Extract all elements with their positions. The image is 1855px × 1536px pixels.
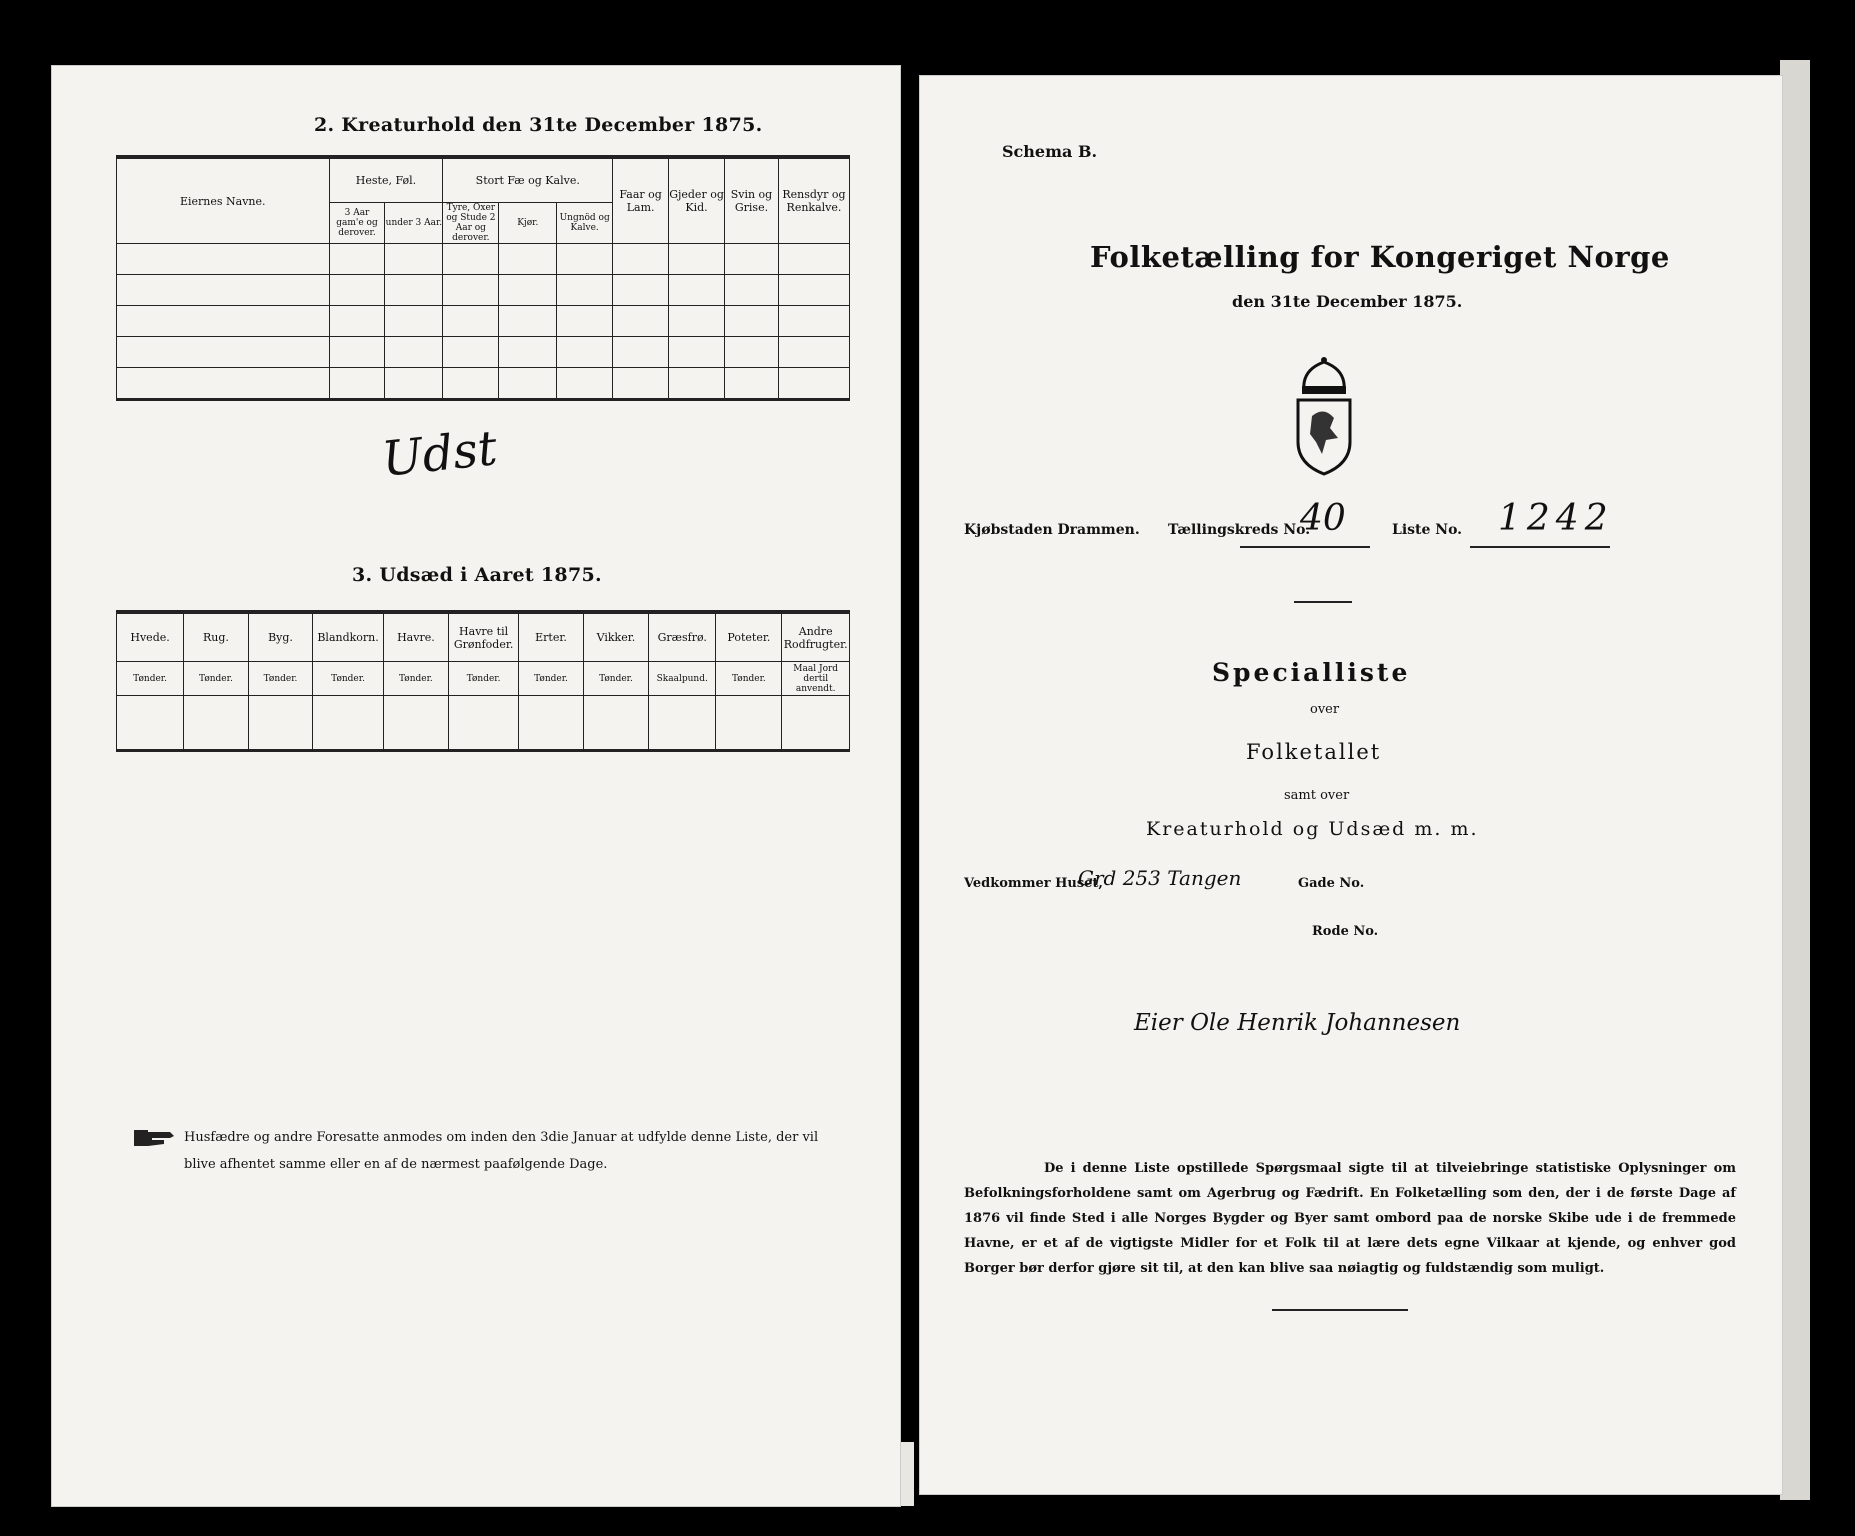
folketallet-text: Folketallet xyxy=(1246,740,1382,764)
col-owner-header: Eiernes Navne. xyxy=(117,159,330,244)
samt-over-text: samt over xyxy=(1284,788,1350,803)
crop-hvede: Hvede. xyxy=(117,614,184,662)
section2-bottom-rule xyxy=(116,398,850,401)
closing-rule xyxy=(1272,1309,1408,1311)
table-row xyxy=(117,244,850,275)
list-label: Liste No. xyxy=(1392,522,1463,538)
unit: Tønder. xyxy=(448,662,518,696)
col-sheep-header: Faar og Lam. xyxy=(613,159,669,244)
crop-havre: Havre. xyxy=(383,614,448,662)
short-rule xyxy=(1294,601,1352,603)
census-heading: Folketælling for Kongeriget Norge xyxy=(1090,240,1670,274)
specialliste-title: Specialliste xyxy=(1212,658,1411,687)
unit: Tønder. xyxy=(383,662,448,696)
unit: Maal Jord dertil anvendt. xyxy=(782,662,850,696)
section3-bottom-rule xyxy=(116,749,850,752)
crop-graesfro: Græsfrø. xyxy=(649,614,716,662)
crop-havre-gronfoder: Havre til Grønfoder. xyxy=(448,614,518,662)
crop-vikker: Vikker. xyxy=(583,614,648,662)
col-cattle-header: Stort Fæ og Kalve. xyxy=(443,159,613,203)
house-value: Grd 253 Tangen xyxy=(1078,866,1242,890)
district-label: Tællingskreds No. xyxy=(1168,522,1311,538)
crop-andre: Andre Rodfrugter. xyxy=(782,614,850,662)
kreaturhold-text: Kreaturhold og Udsæd m. m. xyxy=(1146,818,1479,840)
crop-erter: Erter. xyxy=(519,614,584,662)
district-underline xyxy=(1240,546,1370,548)
list-value: 1242 xyxy=(1498,498,1614,539)
unit: Tønder. xyxy=(583,662,648,696)
seed-table xyxy=(116,613,850,750)
sub-horse-young: under 3 Aar. xyxy=(385,203,443,244)
crop-poteter: Poteter. xyxy=(716,614,782,662)
sub-cows: Kjør. xyxy=(499,203,557,244)
notice-text: Husfædre og andre Foresatte anmodes om inden den 3die Januar at udfylde denne Liste, der vil blive afhentet samme eller en af de nærmest paafølgende Dage. xyxy=(184,1130,819,1172)
crop-byg: Byg. xyxy=(248,614,313,662)
list-underline xyxy=(1470,546,1610,548)
unit: Tønder. xyxy=(519,662,584,696)
table-row xyxy=(117,337,850,368)
sub-bulls: Tyre, Oxer og Stude 2 Aar og derover. xyxy=(443,203,499,244)
crop-blandkorn: Blandkorn. xyxy=(313,614,384,662)
table-row xyxy=(117,275,850,306)
rode-label: Rode No. xyxy=(1312,924,1379,939)
sub-young: Ungnöd og Kalve. xyxy=(557,203,613,244)
town-label: Kjøbstaden Drammen. xyxy=(964,522,1140,538)
crop-rug: Rug. xyxy=(184,614,249,662)
unit: Tønder. xyxy=(117,662,184,696)
pointing-hand-icon xyxy=(134,1126,178,1150)
unit: Tønder. xyxy=(184,662,249,696)
unit: Tønder. xyxy=(248,662,313,696)
explanation-paragraph: De i denne Liste opstillede Spørgsmaal sigte til at tilveiebringe statistiske Oplysninger om Befolkningsforholdene samt om Agerbrug og Fædrift. En Folketælling som den, der i de første Dage af 1876 vil finde Sted i alle Norges Bygder og Byer samt ombord paa de norske Skibe ude i de fremmede Havne, er et af de vigtigste Midler for et Folk til at lære dets egne Vilkaar at kjende, og enhver god Borger bør derfor gjøre sit til, at den kan blive saa nøiagtig og fuldstændig som muligt. xyxy=(964,1161,1736,1276)
gade-label: Gade No. xyxy=(1298,876,1365,891)
table-row xyxy=(117,368,850,400)
sub-horse-old: 3 Aar gam'e og derover. xyxy=(329,203,385,244)
norway-coat-of-arms-icon xyxy=(1288,356,1360,478)
unit: Tønder. xyxy=(716,662,782,696)
house-label: Vedkommer Huset, xyxy=(964,876,1103,891)
left-page xyxy=(52,66,900,1506)
strike-signature: Udst xyxy=(379,420,500,488)
district-value: 40 xyxy=(1300,498,1346,539)
col-pigs-header: Svin og Grise. xyxy=(725,159,779,244)
over-text: over xyxy=(1310,702,1340,717)
section3-title: 3. Udsæd i Aaret 1875. xyxy=(352,564,602,586)
col-reindeer-header: Rensdyr og Renkalve. xyxy=(778,159,849,244)
section2-title: 2. Kreaturhold den 31te December 1875. xyxy=(314,114,763,136)
col-goats-header: Gjeder og Kid. xyxy=(669,159,725,244)
livestock-table xyxy=(116,158,850,400)
right-page-stack-edge xyxy=(1780,60,1810,1500)
owner-name: Eier Ole Henrik Johannesen xyxy=(1134,1010,1461,1036)
unit: Skaalpund. xyxy=(649,662,716,696)
right-page xyxy=(920,76,1782,1494)
col-horses-header: Heste, Føl. xyxy=(329,159,443,203)
table-row xyxy=(117,306,850,337)
schema-label: Schema B. xyxy=(1002,142,1098,161)
table-row xyxy=(117,696,850,750)
census-date: den 31te December 1875. xyxy=(1232,292,1463,311)
unit: Tønder. xyxy=(313,662,384,696)
